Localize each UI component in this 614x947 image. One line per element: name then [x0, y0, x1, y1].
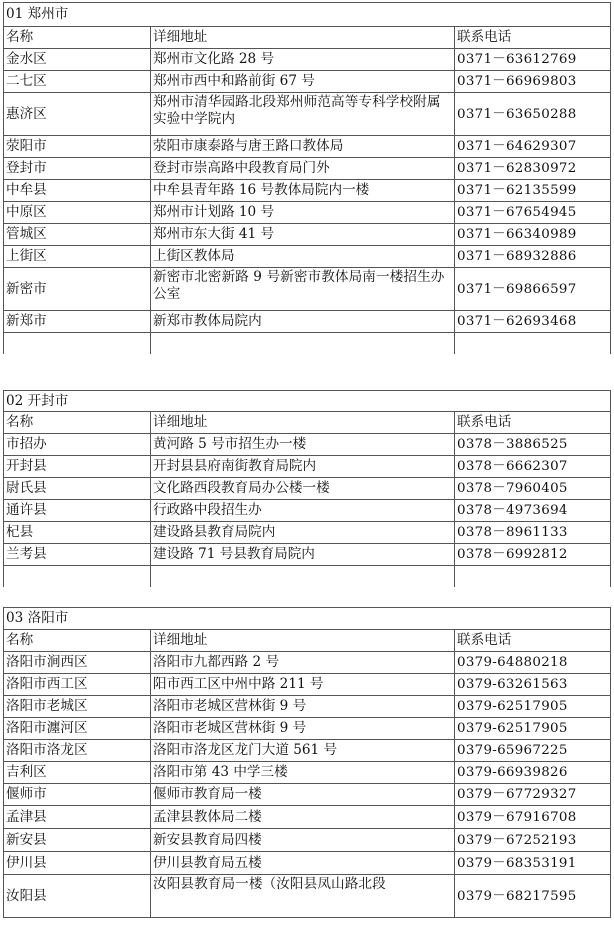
address: 偃师市教育局一楼	[150, 784, 454, 805]
address	[150, 333, 454, 354]
table-row	[3, 851, 611, 874]
table-row	[3, 70, 611, 92]
table-row	[3, 477, 611, 499]
column-header-address: 详细地址	[150, 630, 454, 651]
district-name: 通许县	[3, 500, 150, 521]
address: 伊川县教育局五楼	[150, 852, 454, 874]
table-row	[3, 828, 611, 851]
address: 郑州市东大街 41 号	[150, 224, 454, 245]
district-name: 惠济区	[3, 93, 150, 135]
address: 黄河路 5 号市招生办一楼	[150, 434, 454, 455]
column-header-name: 名称	[3, 630, 150, 651]
table-row	[3, 332, 611, 354]
phone-number: 0371－64629307	[454, 136, 611, 157]
table-row	[3, 805, 611, 828]
district-name: 二七区	[3, 71, 150, 92]
address: 郑州市清华园路北段郑州师范高等专科学校附属实验中学院内	[150, 93, 454, 135]
district-name: 中原区	[3, 202, 150, 223]
district-name: 兰考县	[3, 544, 150, 565]
table-row	[3, 267, 611, 310]
district-name: 杞县	[3, 522, 150, 543]
district-name: 管城区	[3, 224, 150, 245]
table-row	[3, 717, 611, 739]
address	[150, 566, 454, 587]
district-name: 伊川县	[3, 852, 150, 874]
column-header-phone: 联系电话	[454, 630, 611, 651]
district-name: 洛阳市涧西区	[3, 652, 150, 673]
column-header-phone: 联系电话	[454, 412, 611, 433]
phone-number: 0371－66969803	[454, 71, 611, 92]
address: 汝阳县教育局一楼（汝阳县凤山路北段	[150, 875, 454, 917]
section-title-row	[3, 2, 611, 26]
column-header-address: 详细地址	[150, 412, 454, 433]
district-name: 洛阳市瀍河区	[3, 718, 150, 739]
district-name: 吉利区	[3, 762, 150, 783]
address: 洛阳市老城区营林街 9 号	[150, 696, 454, 717]
district-name: 洛阳市老城区	[3, 696, 150, 717]
phone-number: 0371－63612769	[454, 49, 611, 70]
address: 建设路 71 号县教育局院内	[150, 544, 454, 565]
address: 荥阳市康泰路与唐王路口教体局	[150, 136, 454, 157]
district-name: 新郑市	[3, 311, 150, 332]
district-name: 荥阳市	[3, 136, 150, 157]
table-row	[3, 201, 611, 223]
address: 孟津县教体局二楼	[150, 806, 454, 828]
phone-number: 0378－6662307	[454, 456, 611, 477]
address: 新郑市教体局院内	[150, 311, 454, 332]
address: 洛阳市老城区营林街 9 号	[150, 718, 454, 739]
district-name: 孟津县	[3, 806, 150, 828]
table-row	[3, 223, 611, 245]
table-row	[3, 310, 611, 332]
phone-number: 0379-62517905	[454, 718, 611, 739]
table-row	[3, 673, 611, 695]
district-name: 登封市	[3, 158, 150, 179]
table-row	[3, 48, 611, 70]
address: 中牟县青年路 16 号教体局院内一楼	[150, 180, 454, 201]
phone-number: 0379-64880218	[454, 652, 611, 673]
address: 郑州市西中和路前街 67 号	[150, 71, 454, 92]
address: 新安县教育局四楼	[150, 829, 454, 851]
table-row	[3, 92, 611, 135]
address: 洛阳市第 43 中学三楼	[150, 762, 454, 783]
address: 行政路中段招生办	[150, 500, 454, 521]
district-name: 开封县	[3, 456, 150, 477]
district-name: 洛阳市洛龙区	[3, 740, 150, 761]
district-name: 洛阳市西工区	[3, 674, 150, 695]
district-name: 新安县	[3, 829, 150, 851]
phone-number: 0379－67729327	[454, 784, 611, 805]
phone-number: 0379－68353191	[454, 852, 611, 874]
phone-number	[454, 333, 611, 354]
phone-number: 0379－67252193	[454, 829, 611, 851]
table-row	[3, 455, 611, 477]
district-name: 上街区	[3, 246, 150, 267]
phone-number: 0371－62830972	[454, 158, 611, 179]
table-row	[3, 245, 611, 267]
address: 郑州市计划路 10 号	[150, 202, 454, 223]
column-header-address: 详细地址	[150, 27, 454, 48]
table-row	[3, 565, 611, 587]
table-row	[3, 695, 611, 717]
phone-number: 0371－67654945	[454, 202, 611, 223]
address: 上街区教体局	[150, 246, 454, 267]
table-row	[3, 179, 611, 201]
phone-number: 0379-63261563	[454, 674, 611, 695]
table-bottom-border	[3, 917, 611, 918]
column-header-name: 名称	[3, 27, 150, 48]
section-title: 01 郑州市	[3, 3, 611, 26]
phone-number	[454, 566, 611, 587]
phone-number: 0379－68217595	[454, 875, 611, 917]
table-row	[3, 543, 611, 565]
table-row	[3, 761, 611, 783]
table-row	[3, 157, 611, 179]
district-name: 金水区	[3, 49, 150, 70]
address: 郑州市文化路 28 号	[150, 49, 454, 70]
district-name: 汝阳县	[3, 875, 150, 917]
district-name	[3, 566, 150, 587]
table-header-row	[3, 629, 611, 651]
table-header-row	[3, 411, 611, 433]
phone-number: 0371－66340989	[454, 224, 611, 245]
section-title-row	[3, 607, 611, 629]
phone-number: 0378－4973694	[454, 500, 611, 521]
district-name: 新密市	[3, 268, 150, 310]
table-row	[3, 651, 611, 673]
section-title-row	[3, 390, 611, 411]
table-row	[3, 874, 611, 917]
section-title: 02 开封市	[3, 391, 611, 411]
phone-number: 0379-62517905	[454, 696, 611, 717]
address: 文化路西段教育局办公楼一楼	[150, 478, 454, 499]
phone-number: 0378－3886525	[454, 434, 611, 455]
phone-number: 0371－69866597	[454, 268, 611, 310]
address: 洛阳市九都西路 2 号	[150, 652, 454, 673]
table-row	[3, 499, 611, 521]
phone-number: 0378－7960405	[454, 478, 611, 499]
district-name: 偃师市	[3, 784, 150, 805]
column-header-phone: 联系电话	[454, 27, 611, 48]
district-name	[3, 333, 150, 354]
section-title: 03 洛阳市	[3, 608, 611, 629]
phone-number: 0379-66939826	[454, 762, 611, 783]
phone-number: 0371－62135599	[454, 180, 611, 201]
district-name: 市招办	[3, 434, 150, 455]
district-name: 中牟县	[3, 180, 150, 201]
table-header-row	[3, 26, 611, 48]
column-header-name: 名称	[3, 412, 150, 433]
phone-number: 0371－68932886	[454, 246, 611, 267]
phone-number: 0371－62693468	[454, 311, 611, 332]
address: 开封县县府南街教育局院内	[150, 456, 454, 477]
table-row	[3, 783, 611, 805]
phone-number: 0378－8961133	[454, 522, 611, 543]
address: 登封市崇高路中段教育局门外	[150, 158, 454, 179]
phone-number: 0379-65967225	[454, 740, 611, 761]
phone-number: 0371－63650288	[454, 93, 611, 135]
phone-number: 0378－6992812	[454, 544, 611, 565]
table-row	[3, 739, 611, 761]
address: 新密市北密新路 9 号新密市教体局南一楼招生办公室	[150, 268, 454, 310]
table-row	[3, 521, 611, 543]
phone-number: 0379－67916708	[454, 806, 611, 828]
district-name: 尉氏县	[3, 478, 150, 499]
address: 阳市西工区中州中路 211 号	[150, 674, 454, 695]
address: 建设路县教育局院内	[150, 522, 454, 543]
table-row	[3, 135, 611, 157]
address: 洛阳市洛龙区龙门大道 561 号	[150, 740, 454, 761]
table-row	[3, 433, 611, 455]
